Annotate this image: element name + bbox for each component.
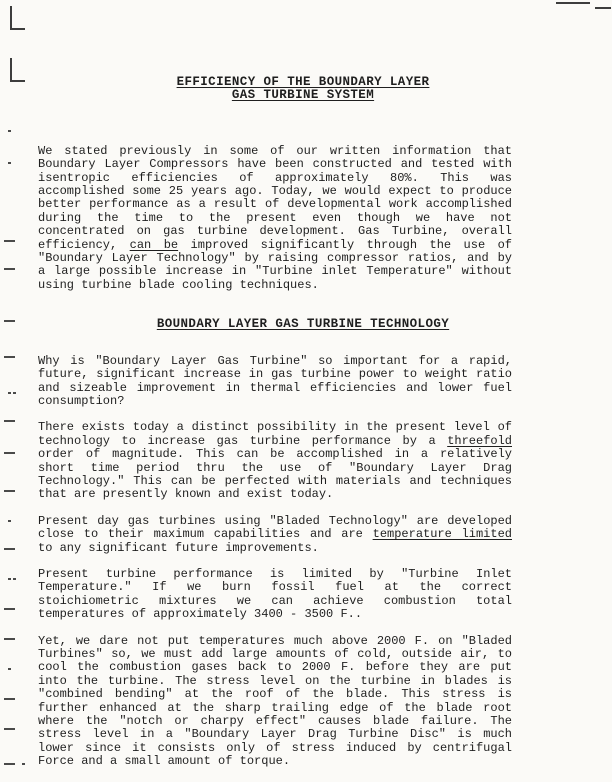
scan-artifact bbox=[4, 548, 15, 550]
scan-artifact bbox=[4, 698, 15, 700]
paragraph-intro bbox=[38, 145, 512, 292]
scan-artifact bbox=[4, 356, 15, 358]
scan-artifact bbox=[4, 728, 15, 730]
underlined-phrase-can-be: can be bbox=[129, 237, 179, 252]
scan-artifact bbox=[4, 452, 15, 454]
scan-artifact bbox=[8, 520, 11, 522]
scan-artifact bbox=[556, 2, 590, 4]
underlined-phrase-threefold: threefold bbox=[447, 433, 512, 448]
scan-artifact bbox=[8, 162, 11, 164]
document-content bbox=[38, 76, 512, 782]
title-line-2: GAS TURBINE SYSTEM bbox=[231, 88, 375, 103]
paragraph-text: to any significant future improvements. bbox=[38, 540, 319, 555]
paragraph-text: improved significantly through the use of "Boundary Layer Technology" by raising compressor ratios, and by a large possible increase in "Turbine inlet Temperature" without using turbine blade cooling techniques. bbox=[38, 237, 512, 292]
paragraph-text: Present day gas turbines using "Bladed Technology" are developed close to their maximum capabilities and are bbox=[38, 513, 512, 542]
paragraph-text: We stated previously in some of our written information that Boundary Layer Compressors have been constructed and tested with isentropic efficiencies of approximately 80%. This was accomplished some 25 years ago. Today, we would expect to produce better performance as a result of developmental work accomplished during the time to the present even though we have not concentrated on gas turbine development. Gas Turbine, overall efficiency, bbox=[38, 143, 512, 252]
scan-artifact bbox=[4, 320, 15, 322]
scan-artifact bbox=[4, 240, 15, 242]
scan-artifact bbox=[13, 578, 16, 580]
scan-artifact bbox=[4, 420, 15, 422]
section-heading bbox=[66, 318, 540, 331]
underlined-phrase-temperature-limited: temperature limited bbox=[372, 527, 512, 542]
scan-artifact bbox=[10, 6, 25, 30]
scan-artifact bbox=[10, 58, 25, 82]
scan-artifact bbox=[8, 130, 11, 132]
scan-artifact bbox=[8, 668, 11, 670]
paragraph-why: Why is "Boundary Layer Gas Turbine" so important for a rapid, future, significant increase in gas turbine power to weight ratio and sizeable improvement in thermal efficiencies and lower fuel consumption? bbox=[38, 353, 512, 408]
paragraph-bladed-technology bbox=[38, 515, 512, 555]
paragraph-text: order of magnitude. This can be accomplished in a relatively short time period thru the use of "Boundary Layer Drag Technology." This can be perfected with materials and techniques that are presently known and exist today. bbox=[38, 447, 512, 502]
scan-artifact bbox=[595, 7, 611, 9]
scan-artifact bbox=[4, 268, 15, 270]
scan-artifact bbox=[4, 638, 15, 640]
paragraph-text: There exists today a distinct possibility in the present level of technology to increase gas turbine performance by a bbox=[38, 420, 512, 448]
scan-artifact bbox=[8, 392, 11, 394]
scan-artifact bbox=[4, 490, 15, 492]
scan-artifact bbox=[22, 763, 25, 765]
document-title bbox=[66, 76, 540, 103]
section-heading-text: BOUNDARY LAYER GAS TURBINE TECHNOLOGY bbox=[156, 317, 450, 332]
paragraph-turbine-inlet: Present turbine performance is limited by "Turbine Inlet Temperature." If we burn fossil fuel at the correct stoichiometric mixtures we can achieve combustion total temperatures of approximately 3400 - 3500 F.. bbox=[38, 566, 512, 622]
scan-artifact bbox=[4, 763, 15, 765]
scan-artifact bbox=[4, 608, 15, 610]
scan-artifact bbox=[8, 578, 11, 580]
title-line-1: EFFICIENCY OF THE BOUNDARY LAYER bbox=[176, 75, 430, 89]
paragraph-stress-levels: Yet, we dare not put temperatures much above 2000 F. on "Bladed Turbines" so, we must add large amounts of cold, outside air, to cool the combustion gases back to 2000 F. before they are put into the turbine. The stress level on the turbine in blades is "combined bending" at the roof of the blade. This stress is further enhanced at the sharp trailing edge of the blade root where the "notch or charpy effect" causes blade failure. The stress level in a "Boundary Layer Drag Turbine Disc" is much lower since it consists only of stress induced by centrifugal Force and a small amount of torque. bbox=[38, 633, 512, 769]
scan-artifact bbox=[13, 392, 16, 394]
paragraph-possibility bbox=[38, 421, 512, 501]
